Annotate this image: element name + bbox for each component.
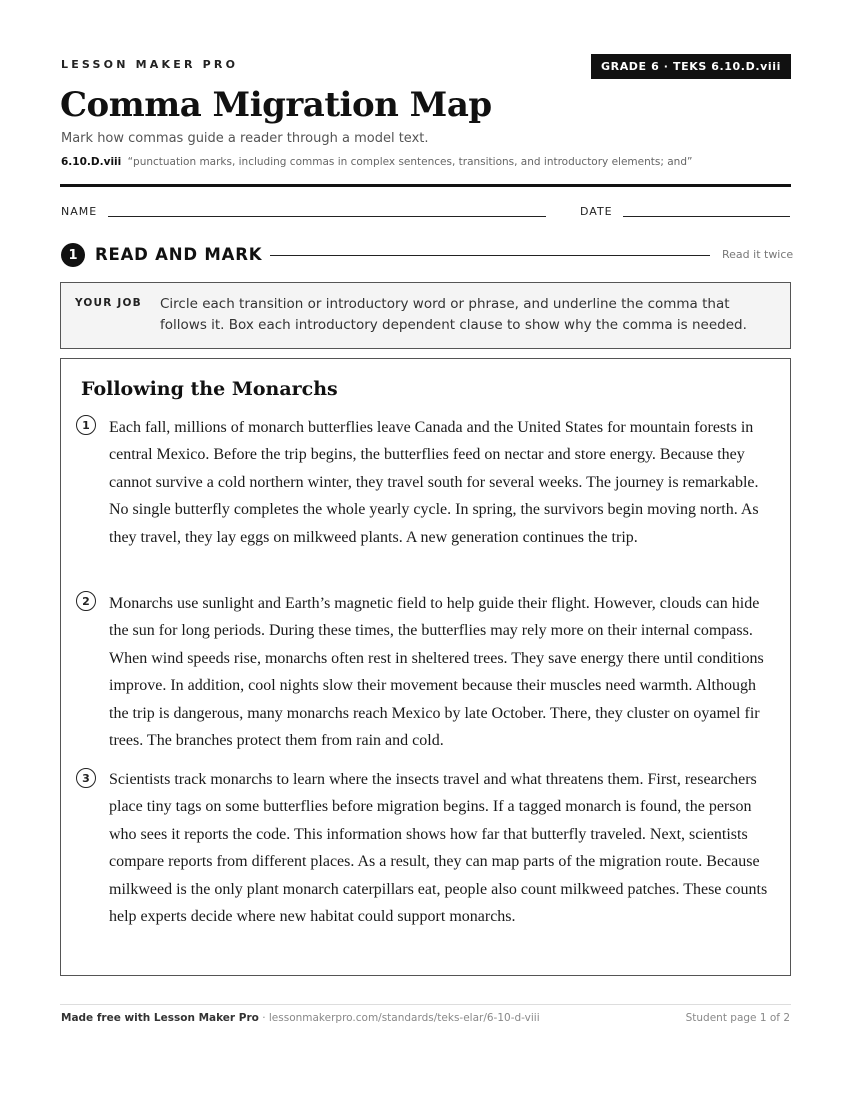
- your-job-label: YOUR JOB: [75, 297, 142, 309]
- page-title: Comma Migration Map: [60, 85, 492, 125]
- paragraph-1: Each fall, millions of monarch butterflies leave Canada and the United States for mountain forests in central Mexico. Before the trip begins, the butterflies feed on nectar and store energy. Because they cannot survive a cold northern winter, they travel south for several weeks. The journey is remarkable. No single butterfly completes the whole yearly cycle. In spring, the survivors begin moving north. As they travel, they lay eggs on milkweed plants. A new generation continues the trip.: [109, 419, 759, 546]
- grade-badge: GRADE 6 · TEKS 6.10.D.viii: [591, 54, 791, 79]
- paragraph-number-1: 1: [76, 415, 96, 435]
- section-note: Read it twice: [722, 248, 794, 261]
- brand-name: LESSON MAKER PRO: [61, 58, 239, 71]
- section-divider: [270, 255, 710, 256]
- standard-line: [61, 156, 692, 168]
- section-number-badge: 1: [61, 243, 85, 267]
- date-label: DATE: [580, 205, 613, 218]
- page-subtitle: Mark how commas guide a reader through a model text.: [61, 131, 429, 146]
- date-field[interactable]: [623, 216, 790, 217]
- footer-page-number: Student page 1 of 2: [685, 1012, 790, 1024]
- your-job-text: Circle each transition or introductory word or phrase, and underline the comma that follows it. Box each introductory dependent clause to show why the comma is needed.: [160, 296, 747, 333]
- footer-made-with: Made free with Lesson Maker Pro: [61, 1012, 259, 1024]
- section-title: READ AND MARK: [95, 245, 263, 264]
- reading-passage: [60, 358, 791, 976]
- paragraph-2: Monarchs use sunlight and Earth’s magnetic field to help guide their flight. However, clouds can hide the sun for long periods. During these times, the butterflies may rely more on their internal compass. When wind speeds rise, monarchs often rest in sheltered trees. They save energy there until conditions improve. In addition, cool nights slow their movement because their muscles need warmth. Although the trip is dangerous, many monarchs reach Mexico by late October. There, they cluster on oyamel fir trees. The branches protect them from rain and cold.: [109, 595, 764, 750]
- standard-text: “punctuation marks, including commas in complex sentences, transitions, and introductory elements; and”: [127, 156, 693, 168]
- passage-title: Following the Monarchs: [81, 378, 338, 400]
- paragraph-3: Scientists track monarchs to learn where the insects travel and what threatens them. First, researchers place tiny tags on some butterflies before migration begins. If a tagged monarch is found, the person who sees it reports the code. This information shows how far that butterfly traveled. Next, scientists compare reports from different places. As a result, they can map parts of the migration route. Because milkweed is the only plant monarch caterpillars eat, people also count milkweed patches. These counts help experts decide where new habitat could support monarchs.: [109, 771, 768, 926]
- paragraph-number-3: 3: [76, 768, 96, 788]
- footer-url[interactable]: · lessonmakerpro.com/standards/teks-elar/6-10-d-viii: [258, 1012, 540, 1024]
- name-field[interactable]: [108, 216, 546, 217]
- footer-divider: [60, 1004, 791, 1005]
- header-divider: [60, 184, 791, 187]
- paragraph-number-2: 2: [76, 591, 96, 611]
- footer-credit: [61, 1012, 540, 1024]
- standard-code: 6.10.D.viii: [61, 156, 122, 168]
- your-job-box: [60, 282, 791, 349]
- name-label: NAME: [61, 205, 98, 218]
